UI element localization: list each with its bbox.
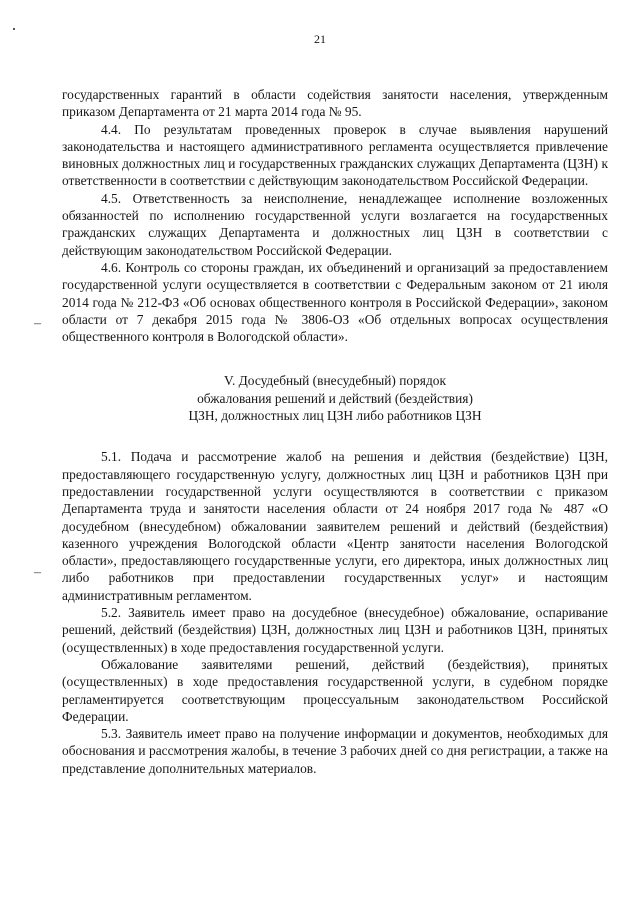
paragraph-5-2: 5.2. Заявитель имеет право на досудебное (внесудебное) обжалование, оспаривание решений, действий (бездействия) ЦЗН, должностных лиц ЦЗН и работников ЦЗН, принятых (осуществленных) в ходе предоставления государственной услуги.	[62, 605, 608, 655]
paragraph-4-5: 4.5. Ответственность за неисполнение, ненадлежащее исполнение возложенных обязанностей по исполнению государственной услуги возлагается на государственных гражданских служащих Департамента и должностных лиц ЦЗН в соответствии с действующим законодательством Российской Федерации.	[62, 190, 608, 258]
section-heading-line: обжалования решений и действий (бездействия)	[197, 390, 473, 406]
scan-speck	[13, 28, 15, 30]
document-body	[62, 86, 608, 777]
paragraph-5-1: 5.1. Подача и рассмотрение жалоб на решения и действия (бездействие) ЦЗН, предоставляющего государственную услугу, должностных лиц ЦЗН и работников ЦЗН при предоставлении государственной услуги осуществляются в соответствии с приказом Департамента труда и занятости населения области от 24 ноября 2017 года № 487 «О досудебном (внесудебном) обжаловании заявителем решений и действий (бездействия) казенного учреждения Вологодской области «Центр занятости населения Вологодской области», предоставляющего государственные услуги, его директора, иных должностных лиц либо работников при предоставлении государственных услуг» и настоящим административным регламентом.	[62, 449, 608, 603]
paragraph-4-6: 4.6. Контроль со стороны граждан, их объединений и организаций за предоставлением государственной услуги осуществляется в соответствии с Федеральным законом от 21 июля 2014 года № 212-ФЗ «Об основах общественного контроля в Российской Федерации», законом области от 7 декабря 2015 года № 3806-ОЗ «Об отдельных вопросах осуществления общественного контроля в Вологодской области».	[62, 259, 608, 345]
margin-mark: –	[34, 316, 41, 331]
paragraph-5-3: 5.3. Заявитель имеет право на получение информации и документов, необходимых для обоснования и рассмотрения жалобы, в течение 3 рабочих дней со дня регистрации, а также на представление дополнительных материалов.	[62, 726, 608, 776]
section-heading-line: ЦЗН, должностных лиц ЦЗН либо работников ЦЗН	[188, 408, 482, 424]
margin-mark: –	[34, 565, 41, 580]
paragraph-4-4: 4.4. По результатам проведенных проверок в случае выявления нарушений законодательства и настоящего административного регламента осуществляется привлечение виновных должностных лиц и государственных гражданских служащих Департамента (ЦЗН) к ответственности в соответствии с действующим законодательством Российской Федерации.	[62, 121, 608, 189]
section-heading-line: V. Досудебный (внесудебный) порядок	[224, 373, 446, 389]
page-number: 21	[314, 32, 326, 46]
section-heading	[62, 372, 608, 424]
paragraph-appeal-court: Обжалование заявителями решений, действий (бездействия), принятых (осуществленных) в ходе предоставления государственной услуги, в судебном порядке регламентируется соответствующим процессуальным законодательством Российской Федерации.	[62, 656, 608, 724]
paragraph-continuation: государственных гарантий в области содействия занятости населения, утвержденным приказом Департамента от 21 марта 2014 года № 95.	[62, 87, 608, 120]
